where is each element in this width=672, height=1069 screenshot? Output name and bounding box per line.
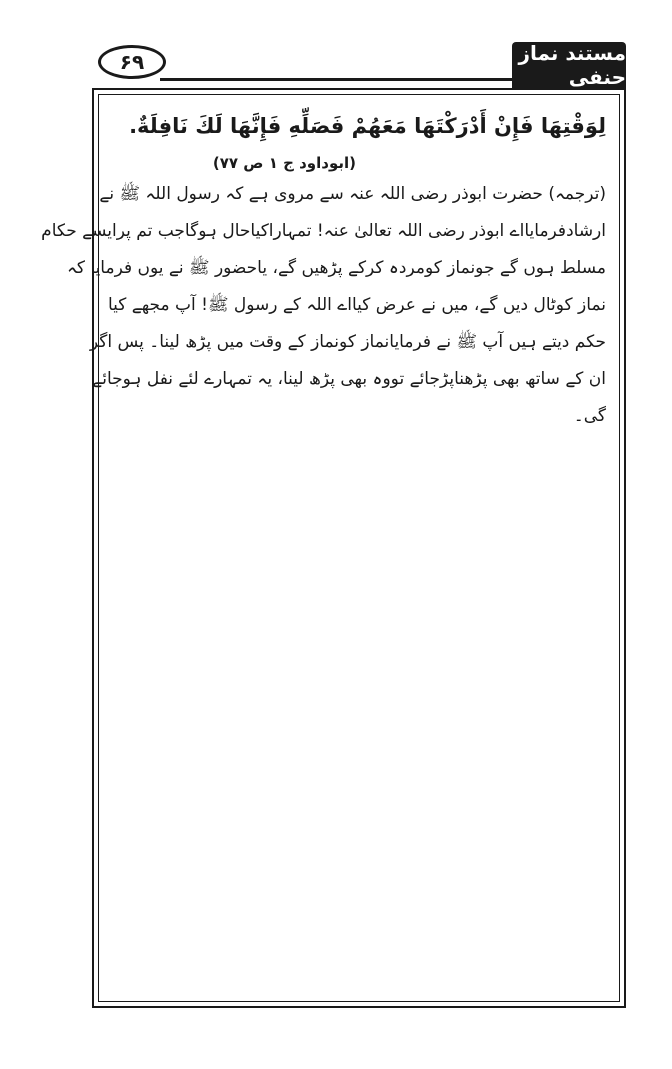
hadith-reference: (ابوداود ج ۱ ص ۷۷) xyxy=(212,154,356,172)
header-rule xyxy=(160,78,514,81)
translation-line: حکم دیتے ہیں آپ ﷺ نے فرمایانماز کونماز کے وقت میں پڑھ لینا۔ پس اگر xyxy=(89,332,606,352)
arabic-hadith-text: لِوَقْتِهَا فَإِنْ أَدْرَكْتَهَا مَعَهُمْ فَصَلِّهِ فَإِنَّهَا لَكَ نَافِلَةٌ. xyxy=(129,114,606,138)
translation-line: گی۔ xyxy=(573,406,606,426)
translation-line: نماز کوٹال دیں گے، میں نے عرض کیااے اللہ کے رسول ﷺ! آپ مجھے کیا xyxy=(107,295,606,315)
page-content xyxy=(41,106,606,435)
page-number: ۶۹ xyxy=(98,45,166,79)
translation-line: مسلط ہوں گے جونماز کومردہ کرکے پڑھیں گے، یاحضور ﷺ نے یوں فرمایا کہ xyxy=(66,258,606,278)
translation-line: (ترجمہ) حضرت ابوذر رضی اللہ عنہ سے مروی ہے کہ رسول اللہ ﷺ نے xyxy=(99,184,606,204)
book-title: مستند نماز حنفی xyxy=(512,42,626,88)
translation-line: ارشادفرمایااے ابوذر رضی اللہ تعالیٰ عنہ! تمہاراکیاحال ہوگاجب تم پرایسے حکام xyxy=(41,221,606,241)
translation-line: ان کے ساتھ بھی پڑھناپڑجائے تووہ بھی پڑھ لینا، یہ تمہارے لئے نفل ہوجائے xyxy=(92,369,606,389)
